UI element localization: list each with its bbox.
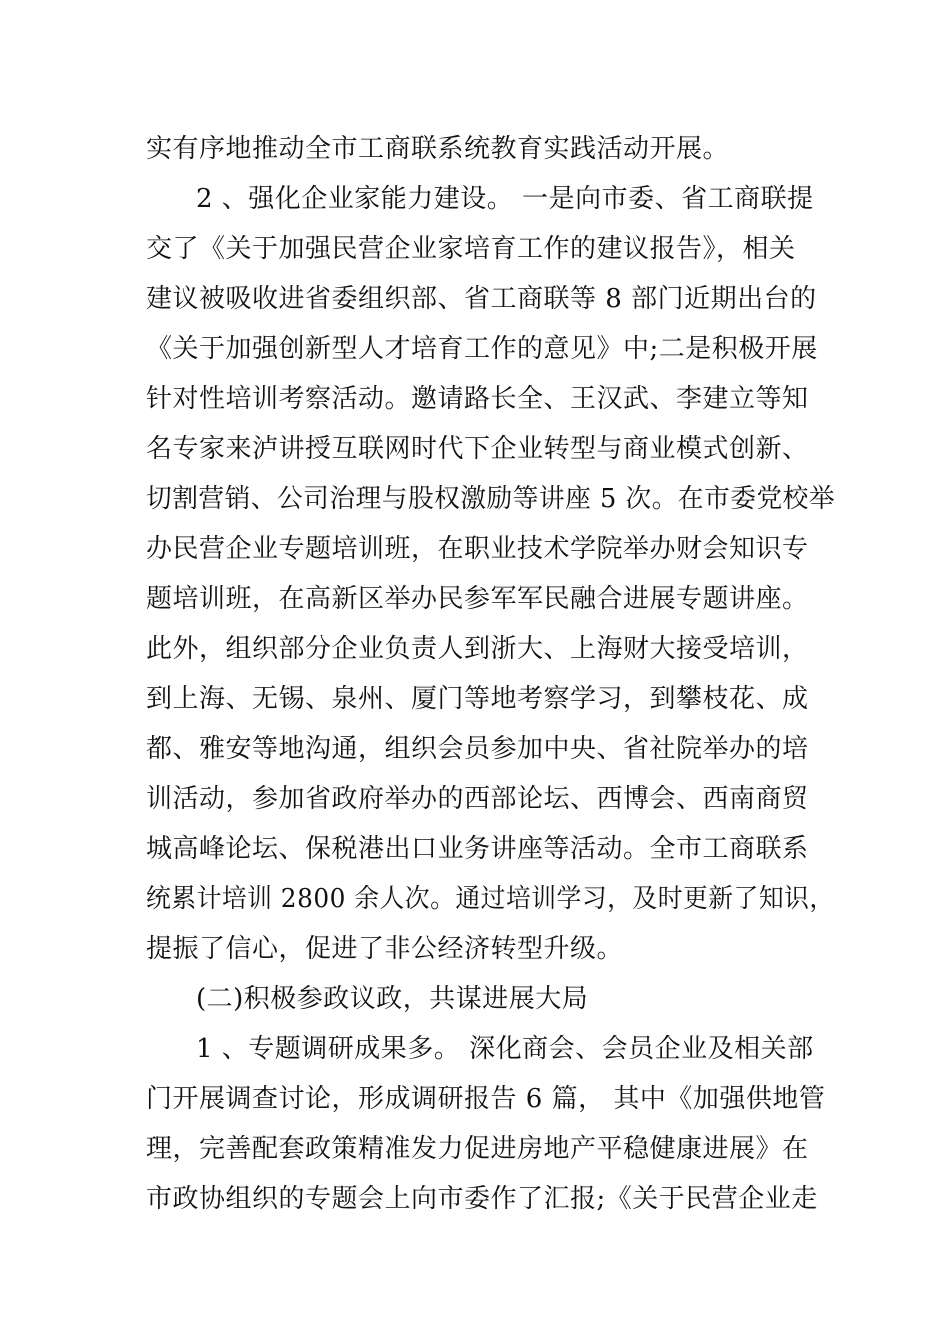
text-line: 针对性培训考察活动。邀请路长全、王汉武、李建立等知	[146, 384, 809, 414]
paragraph-start-line: 2 、强化企业家能力建设。 一是向市委、省工商联提	[196, 184, 814, 214]
text-line: 切割营销、公司治理与股权激励等讲座 5 次。在市委党校举	[146, 484, 836, 514]
text-line: 城高峰论坛、保税港出口业务讲座等活动。全市工商联系	[146, 834, 809, 864]
text-line: 办民营企业专题培训班，在职业技术学院举办财会知识专	[146, 534, 809, 564]
text-line: 《关于加强创新型人才培育工作的意见》中;二是积极开展	[146, 334, 818, 364]
text-line: 市政协组织的专题会上向市委作了汇报;《关于民营企业走	[146, 1184, 818, 1214]
text-line: 建议被吸收进省委组织部、省工商联等 8 部门近期出台的	[146, 284, 817, 314]
text-line: 此外，组织部分企业负责人到浙大、上海财大接受培训，	[146, 634, 809, 664]
text-line: 到上海、无锡、泉州、厦门等地考察学习，到攀枝花、成	[146, 684, 809, 714]
text-line: 交了《关于加强民营企业家培育工作的建议报告》，相关	[146, 234, 796, 264]
text-line: 理，完善配套政策精准发力促进房地产平稳健康进展》在	[146, 1134, 809, 1164]
text-line: 统累计培训 2800 余人次。通过培训学习，及时更新了知识，	[146, 884, 835, 914]
text-line: 训活动，参加省政府举办的西部论坛、西博会、西南商贸	[146, 784, 809, 814]
text-line: 实有序地推动全市工商联系统教育实践活动开展。	[146, 134, 730, 164]
text-line: 门开展调查讨论，形成调研报告 6 篇， 其中《加强供地管	[146, 1084, 826, 1114]
text-line: 题培训班，在高新区举办民参军军民融合进展专题讲座。	[146, 584, 809, 614]
paragraph-start-line: 1 、专题调研成果多。 深化商会、会员企业及相关部	[196, 1034, 814, 1064]
text-line: 提振了信心，促进了非公经济转型升级。	[146, 934, 624, 964]
section-heading: (二)积极参政议政，共谋进展大局	[196, 984, 589, 1014]
text-line: 都、雅安等地沟通，组织会员参加中央、省社院举办的培	[146, 734, 809, 764]
text-line: 名专家来泸讲授互联网时代下企业转型与商业模式创新、	[146, 434, 809, 464]
